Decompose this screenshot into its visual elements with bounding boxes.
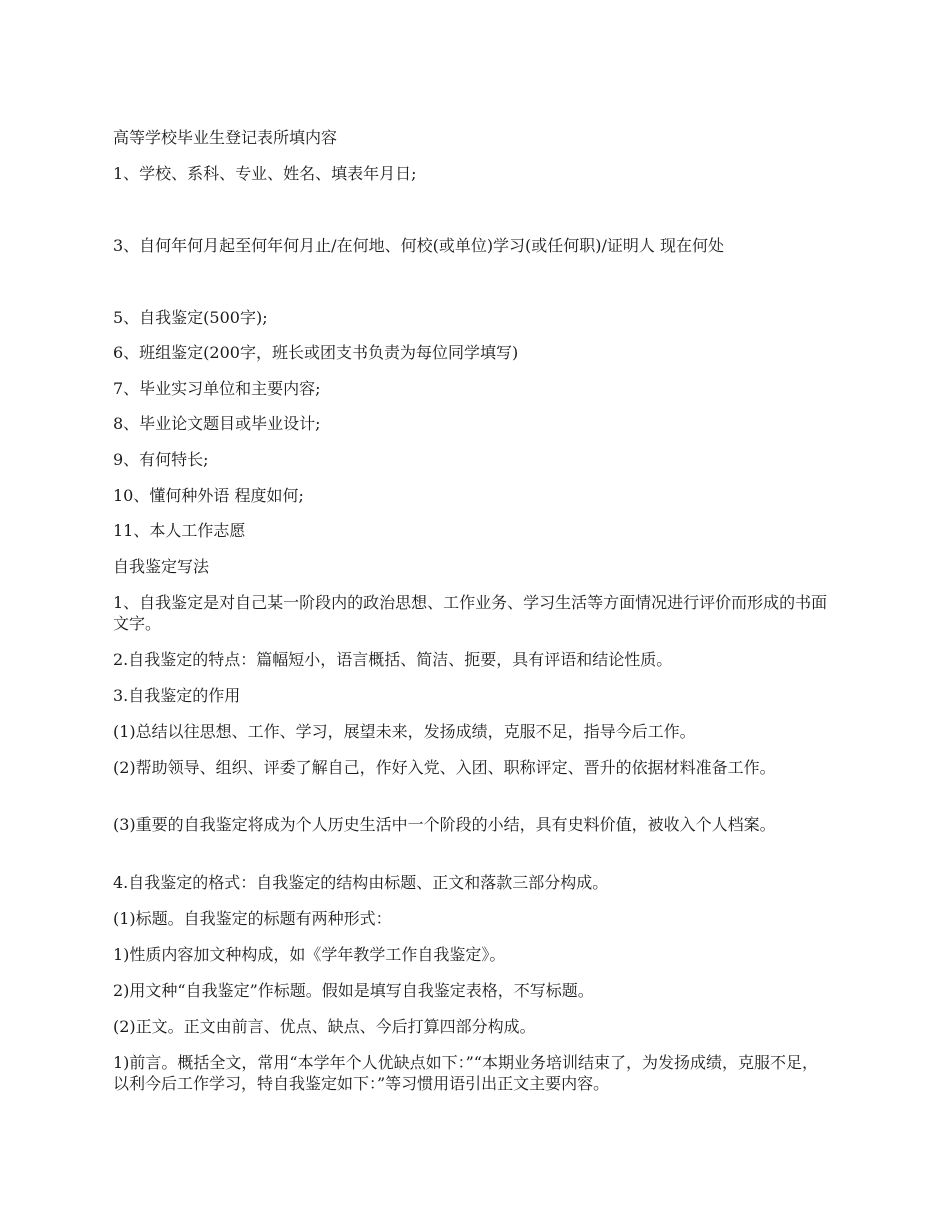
item-7: 7、毕业实习单位和主要内容; [113, 379, 321, 398]
paragraph-role-3: (3)重要的自我鉴定将成为个人历史生活中一个阶段的小结，具有史料价值，被收入个人档案。 [113, 815, 776, 834]
paragraph-features: 2.自我鉴定的特点：篇幅短小，语言概括、简洁、扼要，具有评语和结论性质。 [113, 650, 673, 669]
paragraph-body: (2)正文。正文由前言、优点、缺点、今后打算四部分构成。 [113, 1017, 536, 1036]
document-title: 高等学校毕业生登记表所填内容 [113, 128, 338, 147]
item-8: 8、毕业论文题目或毕业设计; [113, 414, 321, 433]
paragraph-preface: 1)前言。概括全文，常用“本学年个人优缺点如下：”“本期业务培训结束了，为发扬成绩，克服不足，以利今后工作学习，特自我鉴定如下：”等习惯用语引出正文主要内容。 [113, 1053, 818, 1093]
item-1: 1、学校、系科、专业、姓名、填表年月日; [113, 164, 417, 183]
paragraph-title-form-1: 1)性质内容加文种构成，如《学年教学工作自我鉴定》。 [113, 945, 506, 964]
paragraph-title-forms: (1)标题。自我鉴定的标题有两种形式： [113, 909, 392, 928]
item-10: 10、懂何种外语 程度如何; [113, 486, 304, 505]
paragraph-format: 4.自我鉴定的格式：自我鉴定的结构由标题、正文和落款三部分构成。 [113, 873, 609, 892]
item-11: 11、本人工作志愿 [113, 521, 246, 540]
paragraph-role-1: (1)总结以往思想、工作、学习，展望未来，发扬成绩，克服不足，指导今后工作。 [113, 722, 696, 741]
paragraph-title-form-2: 2)用文种“自我鉴定”作标题。假如是填写自我鉴定表格，不写标题。 [113, 981, 594, 1000]
item-5: 5、自我鉴定(500字); [113, 308, 268, 327]
item-6: 6、班组鉴定(200字，班长或团支书负责为每位同学填写) [113, 343, 519, 362]
item-9: 9、有何特长; [113, 450, 209, 469]
section-heading: 自我鉴定写法 [113, 557, 210, 576]
item-3: 3、自何年何月起至何年何月止/在何地、何校(或单位)学习(或任何职)/证明人 现在何处 [113, 236, 725, 255]
paragraph-definition: 1、自我鉴定是对自己某一阶段内的政治思想、工作业务、学习生活等方面情况进行评价而形成的书面文字。 [113, 593, 828, 633]
paragraph-role-heading: 3.自我鉴定的作用 [113, 686, 241, 705]
paragraph-role-2: (2)帮助领导、组织、评委了解自己，作好入党、入团、职称评定、晋升的依据材料准备工作。 [113, 758, 776, 777]
